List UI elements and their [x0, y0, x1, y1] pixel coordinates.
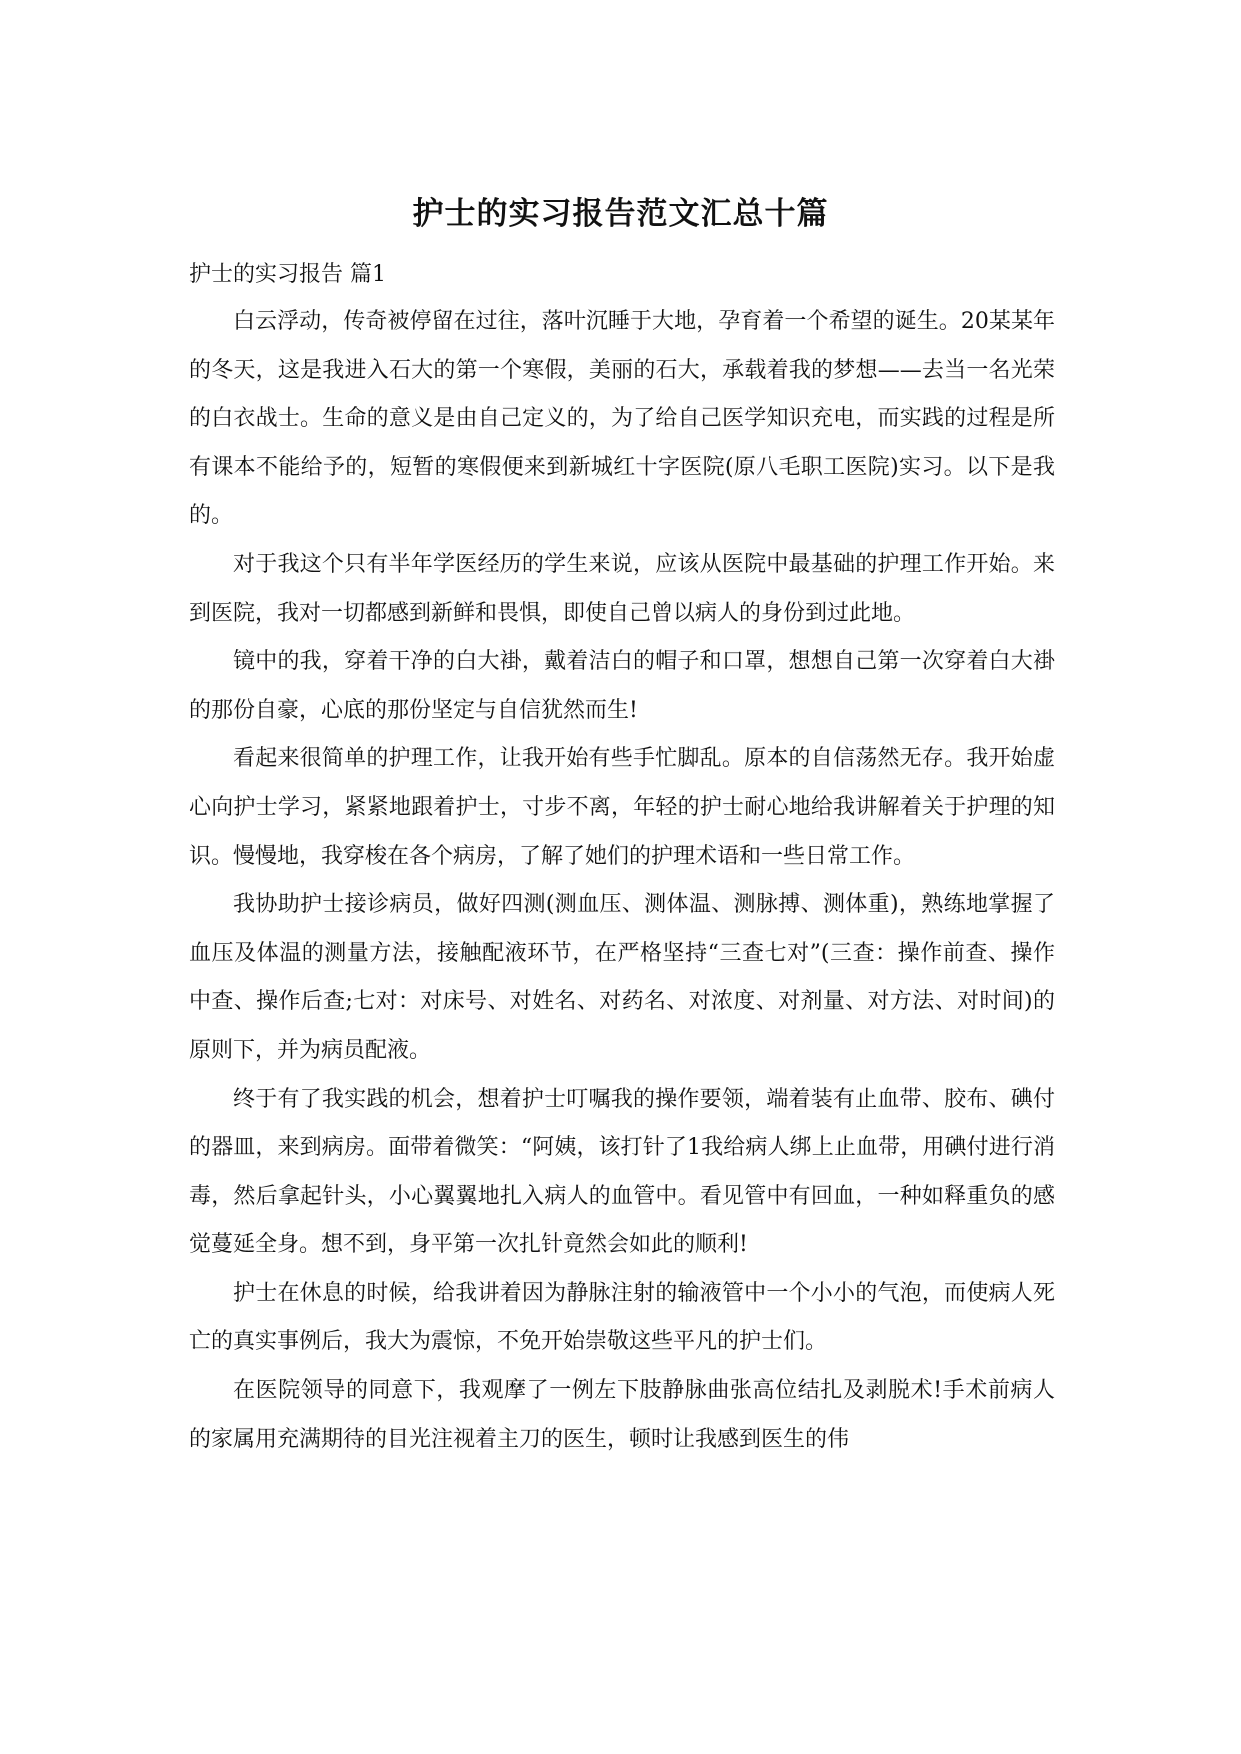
- paragraph: 在医院领导的同意下，我观摩了一例左下肢静脉曲张高位结扎及剥脱术!手术前病人的家属用充满期待的目光注视着主刀的医生，顿时让我感到医生的伟: [189, 1378, 1055, 1452]
- paragraph: 我协助护士接诊病员，做好四测(测血压、测体温、测脉搏、测体重)，熟练地掌握了血压及体温的测量方法，接触配液环节，在严格坚持“三查七对”(三查：操作前查、操作中查、操作后查;七对：对床号、对姓名、对药名、对浓度、对剂量、对方法、对时间)的原则下，并为病员配液。: [189, 892, 1055, 1063]
- paragraph: 终于有了我实践的机会，想着护士叮嘱我的操作要领，端着装有止血带、胶布、碘付的器皿，来到病房。面带着微笑：“阿姨，该打针了1我给病人绑上止血带，用碘付进行消毒，然后拿起针头，小心翼翼地扎入病人的血管中。看见管中有回血，一种如释重负的感觉蔓延全身。想不到，身平第一次扎针竟然会如此的顺利!: [189, 1086, 1055, 1258]
- paragraph: 镜中的我，穿着干净的白大褂，戴着洁白的帽子和口罩，想想自己第一次穿着白大褂的那份自豪，心底的那份坚定与自信犹然而生!: [189, 649, 1055, 723]
- paragraph: 白云浮动，传奇被停留在过往，落叶沉睡于大地，孕育着一个希望的诞生。20某某年的冬天，这是我进入石大的第一个寒假，美丽的石大，承载着我的梦想——去当一名光荣的白衣战士。生命的意义是由自己定义的，为了给自己医学知识充电，而实践的过程是所有课本不能给予的，短暂的寒假便来到新城红十字医院(原八毛职工医院)实习。以下是我的。: [189, 309, 1055, 529]
- paragraph: 看起来很简单的护理工作，让我开始有些手忙脚乱。原本的自信荡然无存。我开始虚心向护士学习，紧紧地跟着护士，寸步不离，年轻的护士耐心地给我讲解着关于护理的知识。慢慢地，我穿梭在各个病房，了解了她们的护理术语和一些日常工作。: [189, 746, 1055, 869]
- paragraph: 护士在休息的时候，给我讲着因为静脉注射的输液管中一个小小的气泡，而使病人死亡的真实事例后，我大为震惊，不免开始崇敬这些平凡的护士们。: [189, 1280, 1055, 1355]
- section-heading: 护士的实习报告 篇1: [189, 262, 386, 287]
- paragraph: 对于我这个只有半年学医经历的学生来说，应该从医院中最基础的护理工作开始。来到医院，我对一切都感到新鲜和畏惧，即使自己曾以病人的身份到过此地。: [189, 551, 1055, 626]
- document-title: 护士的实习报告范文汇总十篇: [412, 196, 829, 232]
- document-body: [189, 298, 1055, 1464]
